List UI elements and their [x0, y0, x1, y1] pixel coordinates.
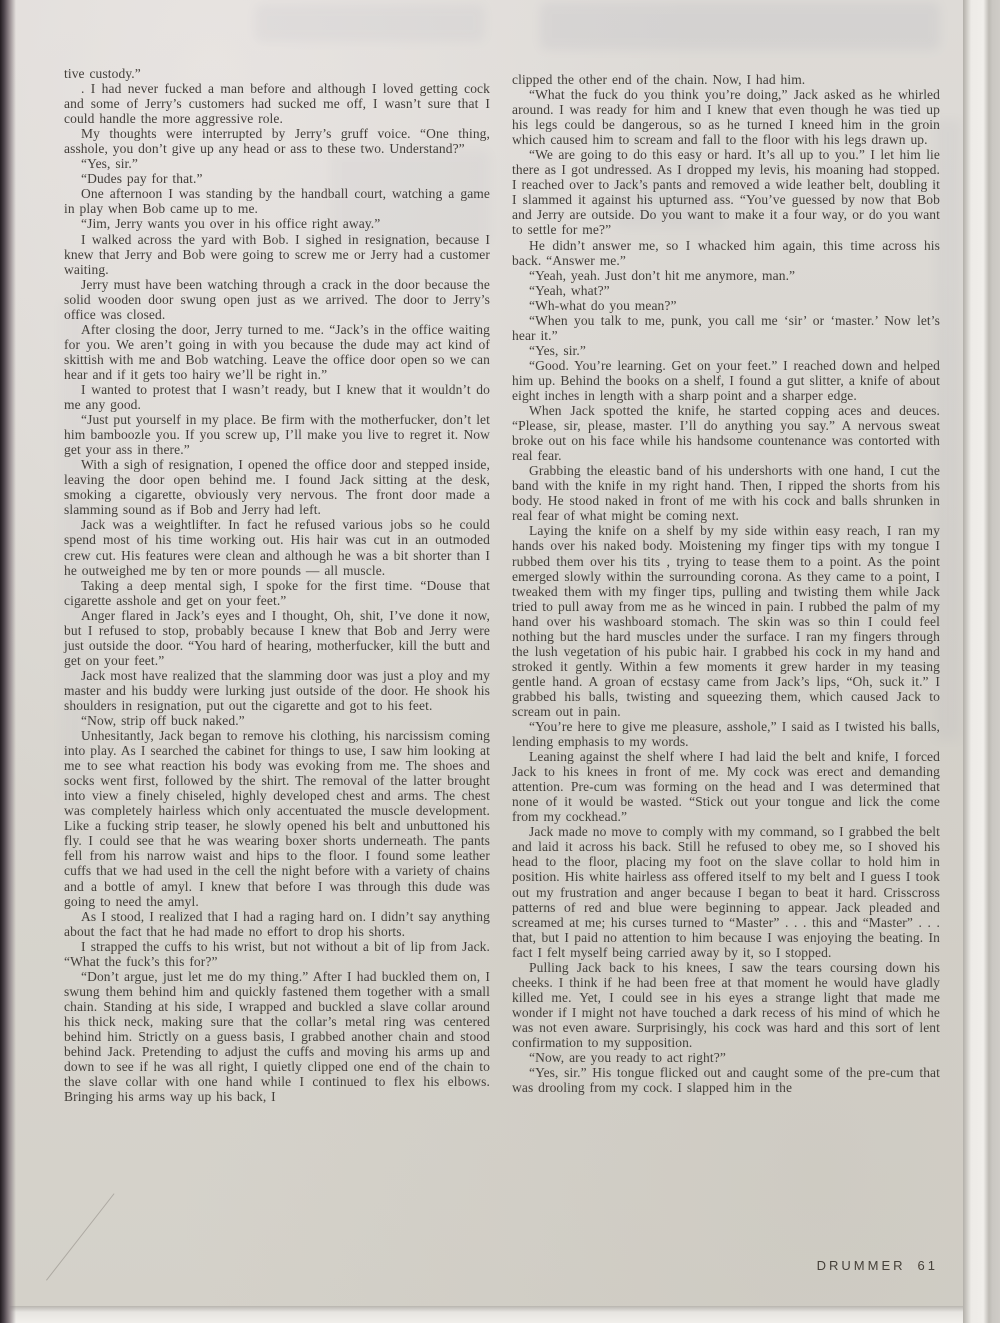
paragraph: He didn’t answer me, so I whacked him again, this time across his back. “Answer me.”	[512, 237, 940, 268]
paragraph: Jack most have realized that the slamming door was just a ploy and my master and his buddy were lurking just outside of the door. He shook his shoulders in resignation, put out the cigarette and got to his feet.	[64, 667, 490, 713]
page-bottom-edge	[0, 1306, 1000, 1323]
bleed-through-ghost	[255, 4, 485, 42]
paragraph: Taking a deep mental sigh, I spoke for the first time. “Douse that cigarette asshole and get on your feet.”	[64, 577, 490, 608]
paragraph: Jack made no move to comply with my command, so I grabbed the belt and laid it across his back. Still he refused to obey me, so I shoved his head to the floor, placing my foot on the slave collar to hold him in position. His white hairless ass offered itself to my belt and I guess I took out my frustration and anger because I began to beat it hard. Crisscross patterns of red and blue were beginning to appear. Jack pleaded and screamed at me; his curses turned to “Master” . . . this and “Master” . . . that, but I paid no attention to him because I was enjoying the beating. In fact I felt myself being carried away by it, so I stopped.	[512, 824, 940, 960]
paragraph: Leaning against the shelf where I had laid the belt and knife, I forced Jack to his knees in front of me. My cock was erect and demanding attention. Pre-cum was forming on the head and I was determined that none of it would be wasted. “Stick out your tongue and lick the come from my cockhead.”	[512, 749, 940, 825]
paragraph: Jack was a weightlifter. In fact he refused various jobs so he could spend most of his time working out. His hair was cut in an outmoded crew cut. His features were clean and although he was a bit shorter than I he outweighed me by ten or more pounds — all muscle.	[64, 517, 490, 578]
paragraph: When Jack spotted the knife, he started copping aces and deuces. “Please, sir, please, master. I’ll do anything you say.” A nervous sweat broke out on his face while his handsome countenance was contorted with real fear.	[512, 403, 940, 464]
paragraph: “Now, are you ready to act right?”	[529, 1050, 726, 1066]
left-column	[64, 66, 490, 1104]
paragraph: “Just put yourself in my place. Be firm with the motherfucker, don’t let him bamboozle you. If you screw up, I’ll make you live to regret it. Now get your ass in there.”	[64, 412, 490, 458]
right-column	[512, 72, 940, 1095]
paragraph: “Yeah, yeah. Just don’t hit me anymore, man.”	[529, 267, 796, 283]
paragraph: “We are going to do this easy or hard. It’s all up to you.” I let him lie there as I got undressed. As I dropped my levis, his moaning had stopped. I reached over to Jack’s pants and removed a wide leather belt, doubling it I slammed it against his upturned ass. “You’ve guessed by now that Bob and Jerry are outside. Do you want to make it a four way, or do you want to settle for me?”	[512, 147, 940, 238]
paragraph: . I had never fucked a man before and although I loved getting cock and some of Jerry’s customers had sucked me off, I wasn’t sure that I could handle the more aggressive role.	[64, 81, 490, 127]
paragraph: I wanted to protest that I wasn’t ready, but I knew that it wouldn’t do me any good.	[64, 381, 490, 413]
paragraph: “Yeah, what?”	[529, 282, 610, 298]
page-left-edge	[0, 0, 16, 1323]
paragraph: Laying the knife on a shelf by my side within easy reach, I ran my hands over his naked body. Moistening my finger tips with my tongue I rubbed them over his tits , trying to tease them to a point. As the point emerged slowly within the surrounding corona. As they came to a point, I tweaked them with my finger tips, pulling and twisting them while Jack tried to pull away from me as he winced in pain. I rubbed the palm of my hand over his washboard stomach. The skin was so thin I could feel nothing but the hard muscles under the surface. I ran my fingers through the lush vegetation of his pubic hair. I grabbed his cock in my hand and stroked it gently. Within a few moments it grew harder in my teasing gentle hand. A groan of ecstasy came from Jack’s lips, “Oh, suck it.” I grabbed his balls, twisting and squeezing them, which caused Jack to scream out in pain.	[512, 523, 940, 719]
paragraph: “Yes, sir.”	[529, 342, 586, 358]
paragraph: tive custody.”	[64, 66, 141, 81]
paragraph: “Now, strip off buck naked.”	[81, 713, 245, 729]
paragraph: My thoughts were interrupted by Jerry’s gruff voice. “One thing, asshole, you don’t give up any head or ass to these two. Understand?”	[64, 126, 490, 157]
paragraph: Grabbing the eleastic band of his undershorts with one hand, I cut the band with the knife in my right hand. Then, I ripped the shorts from his body. He stood naked in front of me with his cock and balls shrunken in real fear of what might be coming next.	[512, 463, 940, 524]
paragraph: I walked across the yard with Bob. I sighed in resignation, because I knew that Jerry and Bob were going to screw me or Jerry had a customer waiting.	[64, 231, 490, 277]
magazine-name: DRUMMER	[816, 1258, 906, 1273]
paragraph: After closing the door, Jerry turned to me. “Jack’s in the office waiting for you. We aren’t going in with you because the dude may act kind of skittish with me and Bob watching. Leave the office door open so we can hear and if it gets too hairy we’ll be right in.”	[64, 321, 490, 382]
paragraph: As I stood, I realized that I had a raging hard on. I didn’t say anything about the fact that he had made no effort to drop his shorts.	[64, 908, 490, 939]
paragraph: Pulling Jack back to his knees, I saw the tears coursing down his cheeks. I think if he had been free at that moment he would have gladly killed me. Yet, I could see in his eyes a strange light that made me wonder if I might not have touched a dark recess of his mind of which he was not even aware. Surprisingly, his cock was hard and this sort of lent confirmation to my supposition.	[512, 959, 940, 1050]
paragraph: With a sigh of resignation, I opened the office door and stepped inside, leaving the door open behind me. I found Jack sitting at the desk, smoking a cigarette, obviously very nervous. The front door made a slamming sound as if Bob and Jerry had left.	[64, 457, 490, 518]
paragraph: I strapped the cuffs to his wrist, but not without a bit of lip from Jack. “What the fuck’s this for?”	[64, 938, 490, 969]
paragraph: Jerry must have been watching through a crack in the door because the solid wooden door swung open just as we arrived. The door to Jerry’s office was closed.	[64, 276, 490, 322]
paragraph: “Dudes pay for that.”	[81, 171, 203, 187]
paragraph: “Yes, sir.”	[81, 156, 138, 172]
page-right-edge	[963, 0, 1000, 1323]
paragraph: clipped the other end of the chain. Now, I had him.	[512, 72, 806, 87]
paragraph: “Jim, Jerry wants you over in his office right away.”	[81, 216, 381, 232]
paragraph: “Yes, sir.” His tongue flicked out and caught some of the pre-cum that was drooling from my cock. I slapped him in the	[512, 1065, 940, 1096]
paragraph: One afternoon I was standing by the handball court, watching a game in play when Bob came up to me.	[64, 186, 490, 217]
page-number: 61	[917, 1258, 938, 1273]
bleed-through-ghost	[540, 2, 940, 50]
paragraph: Unhesitantly, Jack began to remove his clothing, his narcissism coming into play. As I searched the cabinet for things to use, I saw him looking at me to see what reaction his body was evoking from me. The shoes and socks went first, followed by the shirt. The removal of the latter brought into view a finely chiseled, highly developed chest and arms. The chest was completely hairless which only accentuated the muscle development. Like a fucking strip teaser, he slowly opened his belt and unbuttoned his fly. I could see that he was wearing boxer shorts underneath. The pants fell from his narrow waist and hips to the floor. I found some leather cuffs that we had used in the cell the night before with a variety of chains and a bottle of amyl. I knew that before I was through this dude was going to need the amyl.	[64, 728, 490, 909]
paragraph: “Wh-what do you mean?”	[529, 297, 677, 313]
paragraph: “You’re here to give me pleasure, asshole,” I said as I twisted his balls, lending emphasis to my words.	[512, 719, 940, 750]
paragraph: Anger flared in Jack’s eyes and I thought, Oh, shit, I’ve done it now, but I refused to stop, probably because I knew that Bob and Jerry were just outside the door. “You hard of hearing, motherfucker, kill the butt and get on your feet.”	[64, 607, 490, 668]
paragraph: “What the fuck do you think you’re doing,” Jack asked as he whirled around. I was ready for him and I knew that even though he was tied up his legs could be dangerous, so as he turned I kneed him in the groin which caused him to scream and fall to the floor with his legs drawn up.	[512, 87, 940, 148]
paragraph: “Good. You’re learning. Get on your feet.” I reached down and helped him up. Behind the books on a shelf, I found a gut slitter, a knife of about eight inches in length with a sharp point and a sharper edge.	[512, 357, 940, 403]
page-footer	[0, 1258, 938, 1273]
paragraph: “Don’t argue, just let me do my thing.” After I had buckled them on, I swung them behind him and quickly fastened them together with a small chain. Standing at his side, I wrapped and buckled a slave collar around his thick neck, making sure that the collar’s metal ring was centered behind him. Strictly on a guess basis, I grabbed another chain and stood behind Jack. Pretending to adjust the cuffs and moving his arms up and down to see if he was all right, I quietly clipped one end of the chain to the slave collar with one hand while I continued to flex his elbows. Bringing his arms way up his back, I	[64, 968, 490, 1105]
paragraph: “When you talk to me, punk, you call me ‘sir’ or ‘master.’ Now let’s hear it.”	[512, 312, 940, 343]
